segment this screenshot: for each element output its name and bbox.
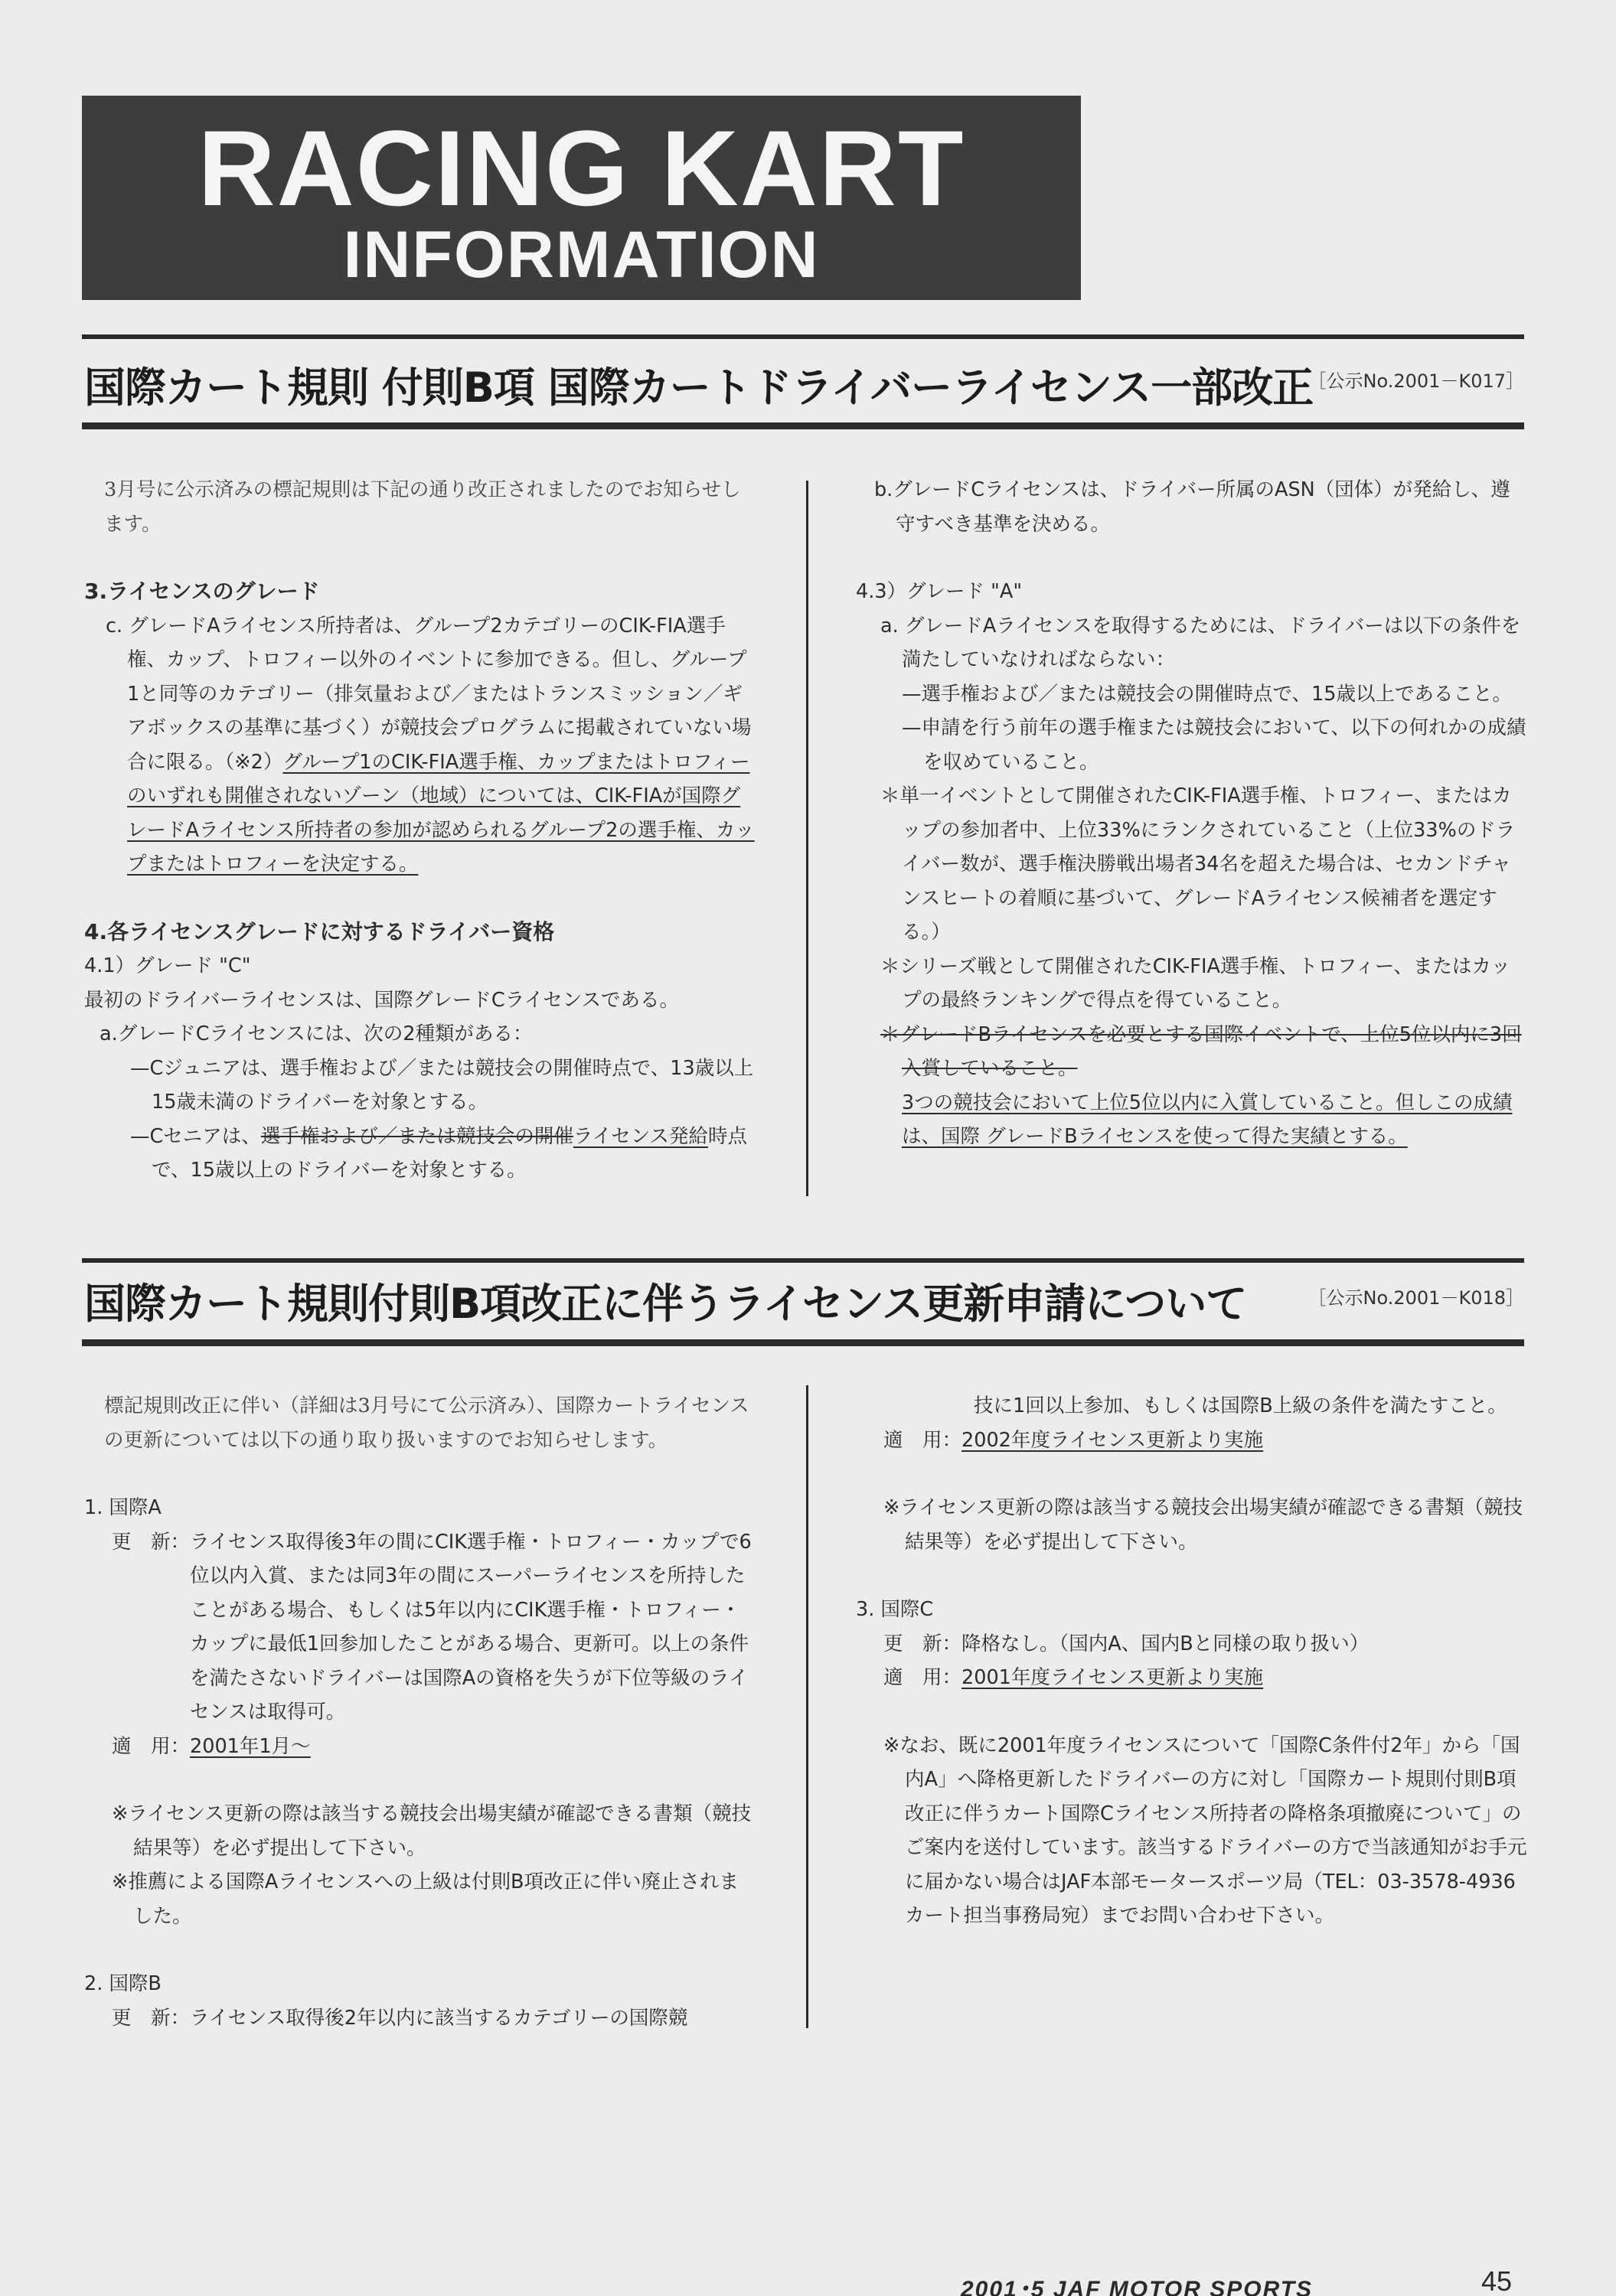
section1-left-column: [84, 473, 758, 1188]
section2-intro: 標記規則改正に伴い（詳細は3月号にて公示済み）、国際カートライセンスの更新については以下の通り取り扱いますのでお知らせします。: [104, 1394, 749, 1452]
grade-a-star-single-event: ＊単一イベントとして開催されたCIK-FIA選手権、トロフィー、またはカップの参加者中、上位33%にランクされていること（上位33%のドライバー数が、選手権決勝戦出場者34名を超えた場合は、セカンドチャンスヒートの着順に基づいて、グレードAライセンス候補者を選定する。）: [880, 784, 1516, 944]
grade-a-clause-c-amendment: グループ1のCIK-FIA選手権、カップまたはトロフィーのいずれも開催されないゾーン（地域）については、CIK-FIAが国際グレードAライセンス所持者の参加が認められるグループ2の選手権、カップまたはトロフィーを決定する。: [127, 750, 755, 876]
c-senior-prefix: —Cセニアは、: [130, 1124, 261, 1148]
intl-b-note-documents: ※ライセンス更新の際は該当する競技会出場実績が確認できる書類（競技結果等）を必ず提出して下さい。: [883, 1496, 1523, 1554]
first-license-statement: 最初のドライバーライセンスは、国際グレードCライセンスである。: [84, 988, 679, 1012]
heading-grade-a: 4.3）グレード "A": [856, 580, 1023, 603]
intl-a-apply: [84, 1730, 758, 1764]
intl-b-apply-label: 適 用：: [883, 1428, 962, 1452]
section2-bottom-rule: [82, 1339, 1524, 1346]
intl-b-apply-text: 2002年度ライセンス更新より実施: [961, 1428, 1264, 1452]
section2-top-rule: [82, 1258, 1524, 1263]
section2-notice-number: ［公示No.2001－K018］: [1307, 1287, 1524, 1309]
intl-a-renewal: [84, 1525, 758, 1730]
intl-b-heading: 2. 国際B: [84, 1972, 162, 1995]
intl-a-note-documents: ※ライセンス更新の際は該当する競技会出場実績が確認できる書類（競技結果等）を必ず提出して下さい。: [112, 1802, 752, 1860]
intl-c-renewal-label: 更 新：: [883, 1632, 962, 1655]
intl-a-renewal-text: ライセンス取得後3年の間にCIK選手権・トロフィー・カップで6位以内入賞、または同3年の間にスーパーライセンスを所持したことがある場合、もしくは5年以内にCIK選手権・トロフィー・カップに最低1回参加したことがある場合、更新可。以上の条件を満たさないドライバーは国際Aの資格を失うが下位等級のライセンスは取得可。: [190, 1530, 752, 1724]
section1-title: 国際カート規則 付則B項 国際カートドライバーライセンス一部改正: [84, 364, 1314, 412]
masthead-banner: [82, 96, 1081, 300]
intl-a-apply-label: 適 用：: [112, 1734, 191, 1758]
page-number: 45: [1481, 2265, 1513, 2296]
intl-a-renewal-label: 更 新：: [112, 1530, 191, 1554]
heading-driver-qualification: 4.各ライセンスグレードに対するドライバー資格: [84, 918, 555, 944]
section1-top-rule: [82, 334, 1524, 339]
intl-c-renewal: [856, 1627, 1529, 1662]
intl-b-renewal-label: 更 新：: [112, 2006, 191, 2030]
section2-column-divider: [806, 1385, 808, 2028]
intl-b-apply: [856, 1424, 1529, 1458]
section1-right-column: [856, 473, 1529, 1154]
c-senior-suffix: 時点で、15歳以上のドライバーを対象とする。: [152, 1124, 748, 1182]
heading-license-grade: 3.ライセンスのグレード: [84, 579, 320, 604]
section1-notice-number: ［公示No.2001－K017］: [1307, 370, 1524, 392]
grade-a-condition-age: —選手権および／または競技会の開催時点で、15歳以上であること。: [902, 682, 1512, 706]
grade-a-clause-c: [84, 609, 758, 882]
intl-c-heading: 3. 国際C: [856, 1598, 934, 1621]
intl-c-renewal-text: 降格なし。（国内A、国内Bと同様の取り扱い）: [961, 1632, 1370, 1655]
footer-magazine-issue: 2001･5 JAF MOTOR SPORTS: [961, 2277, 1314, 2296]
section1-bottom-rule: [82, 422, 1524, 429]
section2-left-column: [84, 1389, 758, 2035]
section2-right-column: [856, 1389, 1536, 1933]
c-senior-inserted-text: ライセンス発給: [573, 1124, 709, 1148]
grade-a-star-inserted: [856, 1086, 1529, 1154]
grade-a-clause-a: a. グレードAライセンスを取得するためには、ドライバーは以下の条件を満たしていなければならない：: [880, 614, 1521, 671]
masthead-title: RACING KART: [198, 108, 965, 228]
grade-a-deleted-text: ＊グレードBライセンスを必要とする国際イベントで、上位5位以内に3回入賞していること。: [880, 1022, 1522, 1080]
intl-b-renewal-text: ライセンス取得後2年以内に該当するカテゴリーの国際競: [190, 2006, 688, 2030]
c-senior-deleted-text: 選手権および／または競技会の開催: [260, 1124, 573, 1148]
intl-c-apply: [856, 1661, 1529, 1695]
grade-a-inserted-text: 3つの競技会において上位5位以内に入賞していること。但しこの成績は、国際 グレードBライセンスを使って得た実績とする。: [902, 1091, 1513, 1148]
masthead-subtitle: INFORMATION: [343, 218, 820, 292]
c-junior-item: —Cジュニアは、選手権および／または競技会の開催時点で、13歳以上15歳未満のドライバーを対象とする。: [130, 1056, 754, 1114]
section2-title: 国際カート規則付則B項改正に伴うライセンス更新申請について: [84, 1280, 1247, 1328]
grade-a-star-series: ＊シリーズ戦として開催されたCIK-FIA選手権、トロフィー、またはカップの最終ランキングで得点を得ていること。: [880, 954, 1511, 1012]
grade-c-two-types: a.グレードCライセンスには、次の2種類がある：: [100, 1022, 533, 1045]
grade-a-condition-results: —申請を行う前年の選手権または競技会において、以下の何れかの成績を収めていること。: [902, 716, 1526, 774]
intl-a-heading: 1. 国際A: [84, 1496, 162, 1519]
intl-c-apply-label: 適 用：: [883, 1666, 962, 1689]
c-senior-item: [84, 1120, 758, 1188]
heading-grade-c: 4.1）グレード "C": [84, 954, 251, 977]
grade-a-star-deleted: [856, 1018, 1529, 1086]
intl-a-apply-text: 2001年1月〜: [190, 1734, 311, 1758]
grade-a-clause-c-text: c. グレードAライセンス所持者は、グループ2カテゴリーのCIK-FIA選手権、カップ、トロフィー以外のイベントに参加できる。但し、グループ1と同等のカテゴリー（排気量および／またはトランスミッション／ギアボックスの基準に基づく）が競技会プログラムに掲載されていない場合に限る。（※2）: [106, 614, 752, 774]
intl-b-renewal: [84, 2001, 758, 2036]
intl-b-renewal-continued: 技に1回以上参加、もしくは国際B上級の条件を満たすこと。: [974, 1394, 1507, 1417]
intl-a-note-recommendation: ※推薦による国際Aライセンスへの上級は付則B項改正に伴い廃止されました。: [112, 1870, 739, 1928]
intl-c-note-downgrade: ※なお、既に2001年度ライセンスについて「国際C条件付2年」から「国内A」へ降格更新したドライバーの方に対し「国際カート規則付則B項改正に伴うカート国際Cライセンス所持者の降格条項撤廃について」のご案内を送付しています。該当するドライバーの方で当該通知がお手元に届かない場合はJAF本部モータースポーツ局（TEL：03-3578-4936 カート担当事務局宛）までお問い合わせ下さい。: [883, 1733, 1536, 1927]
grade-c-clause-b: b.グレードCライセンスは、ドライバー所属のASN（団体）が発給し、遵守すべき基準を決める。: [874, 478, 1510, 536]
intl-c-apply-text: 2001年度ライセンス更新より実施: [961, 1666, 1264, 1689]
section1-column-divider: [806, 481, 808, 1196]
section1-intro: 3月号に公示済みの標記規則は下記の通り改正されましたのでお知らせします。: [104, 478, 741, 536]
